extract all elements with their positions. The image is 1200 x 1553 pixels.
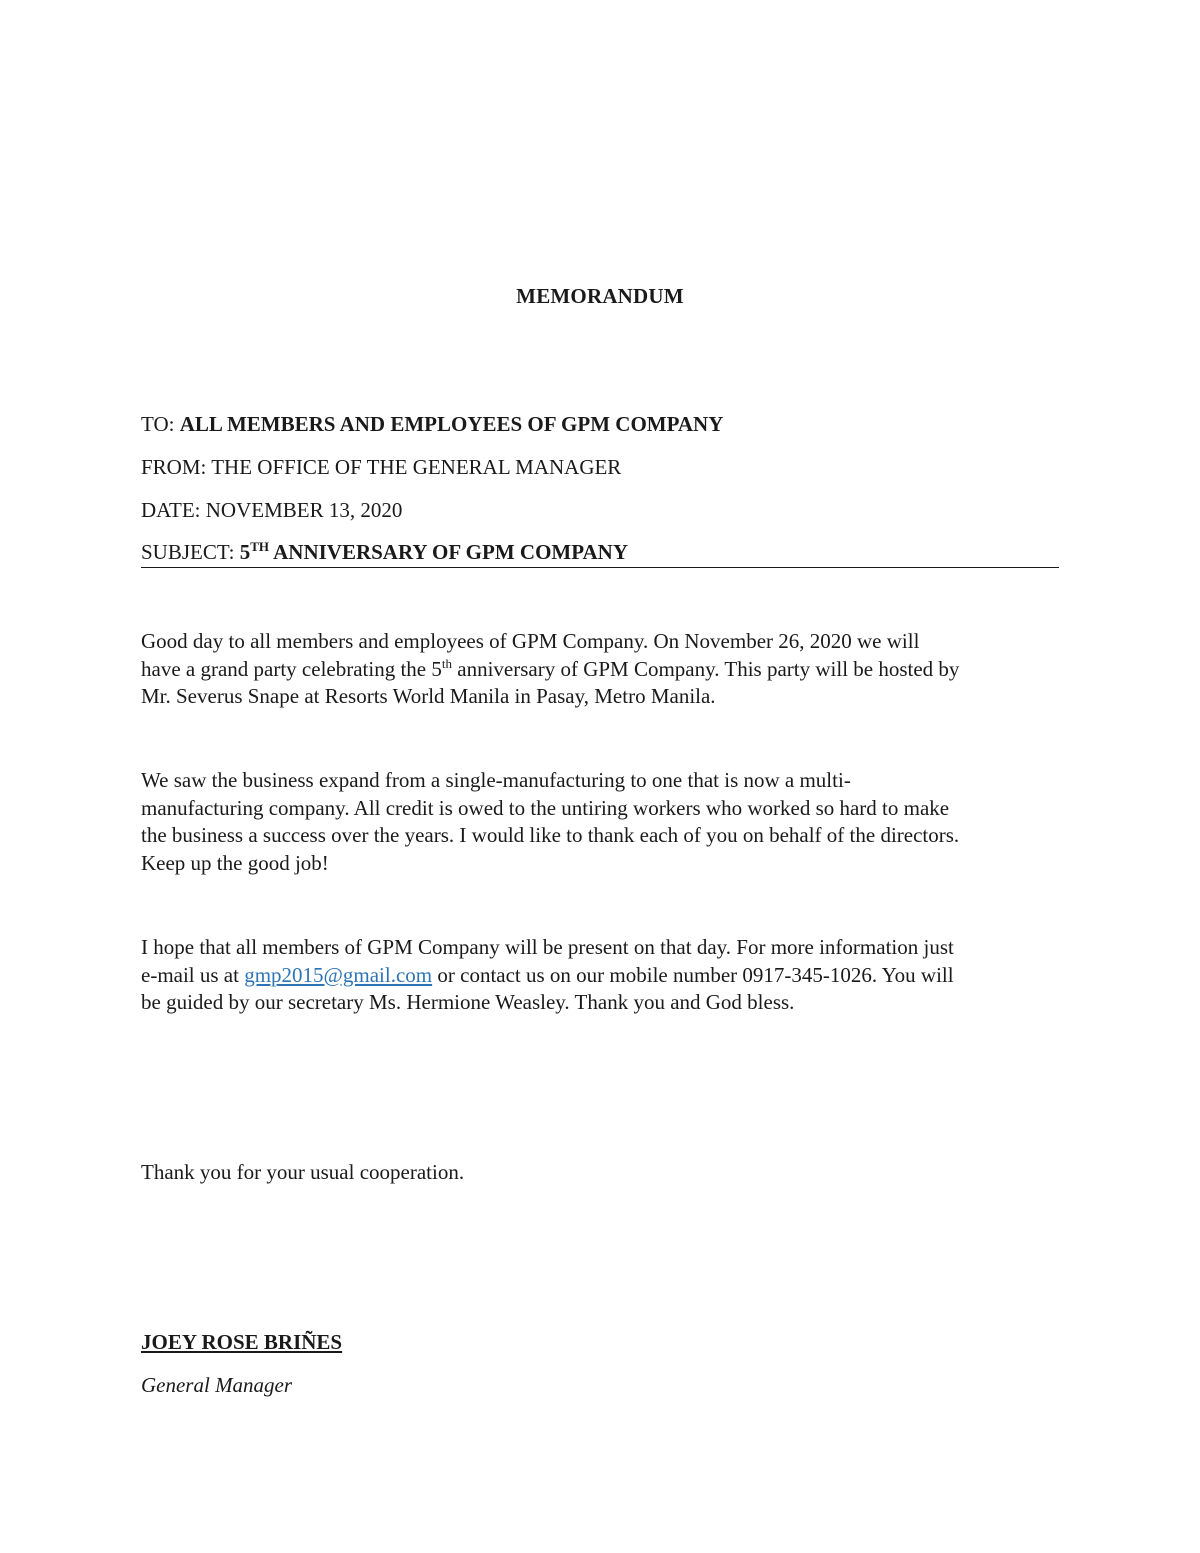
- date-line: DATE: NOVEMBER 13, 2020: [141, 498, 403, 522]
- text-run: e-mail us at: [141, 962, 245, 987]
- paragraph-line: [141, 962, 1061, 990]
- paragraph-gratitude: [141, 767, 1061, 877]
- paragraph-intro: [141, 628, 1061, 711]
- paragraph-line: the business a success over the years. I would like to thank each of you on behalf of the directors.: [141, 823, 960, 847]
- paragraph-line: I hope that all members of GPM Company will be present on that day. For more information just: [141, 935, 954, 959]
- paragraph-line: manufacturing company. All credit is owed to the untiring workers who worked so hard to make: [141, 795, 950, 820]
- to-line: [141, 412, 723, 437]
- signatory-name: JOEY ROSE BRIÑES: [141, 1330, 343, 1354]
- ordinal-suffix: th: [441, 655, 452, 671]
- text-run: have a grand party celebrating the 5: [141, 656, 442, 681]
- subject-ordinal: TH: [250, 539, 270, 554]
- subject-label: SUBJECT:: [141, 540, 240, 564]
- from-line: FROM: THE OFFICE OF THE GENERAL MANAGER: [141, 455, 622, 479]
- text-run: or contact us on our mobile number 0917-345-1026. You will: [432, 962, 954, 987]
- subject-value: [240, 540, 628, 564]
- signatory-title: General Manager: [141, 1373, 293, 1397]
- paragraph-line: be guided by our secretary Ms. Hermione Weasley. Thank you and God bless.: [141, 990, 795, 1014]
- paragraph-line: Keep up the good job!: [141, 850, 329, 875]
- paragraph-line: We saw the business expand from a single-manufacturing to one that is now a multi-: [141, 768, 851, 792]
- text-run: anniversary of GPM Company. This party will be hosted by: [452, 656, 960, 681]
- paragraph-contact: [141, 934, 1061, 1017]
- paragraph-line: Mr. Severus Snape at Resorts World Manila in Pasay, Metro Manila.: [141, 684, 716, 708]
- paragraph-line: Good day to all members and employees of GPM Company. On November 26, 2020 we will: [141, 629, 920, 653]
- paragraph-line: [141, 656, 1061, 684]
- email-link[interactable]: gmp2015@gmail.com: [244, 962, 433, 987]
- paragraph-line: Thank you for your usual cooperation.: [141, 1160, 465, 1184]
- memo-title: MEMORANDUM: [516, 284, 684, 308]
- to-value: ALL MEMBERS AND EMPLOYEES OF GPM COMPANY: [179, 412, 724, 436]
- subject-text: ANNIVERSARY OF GPM COMPANY: [269, 540, 628, 564]
- header-divider: [141, 567, 1059, 568]
- subject-line: [141, 540, 628, 565]
- paragraph-closing: [141, 1159, 1061, 1187]
- to-label: TO:: [141, 412, 180, 436]
- subject-number: 5: [239, 540, 251, 564]
